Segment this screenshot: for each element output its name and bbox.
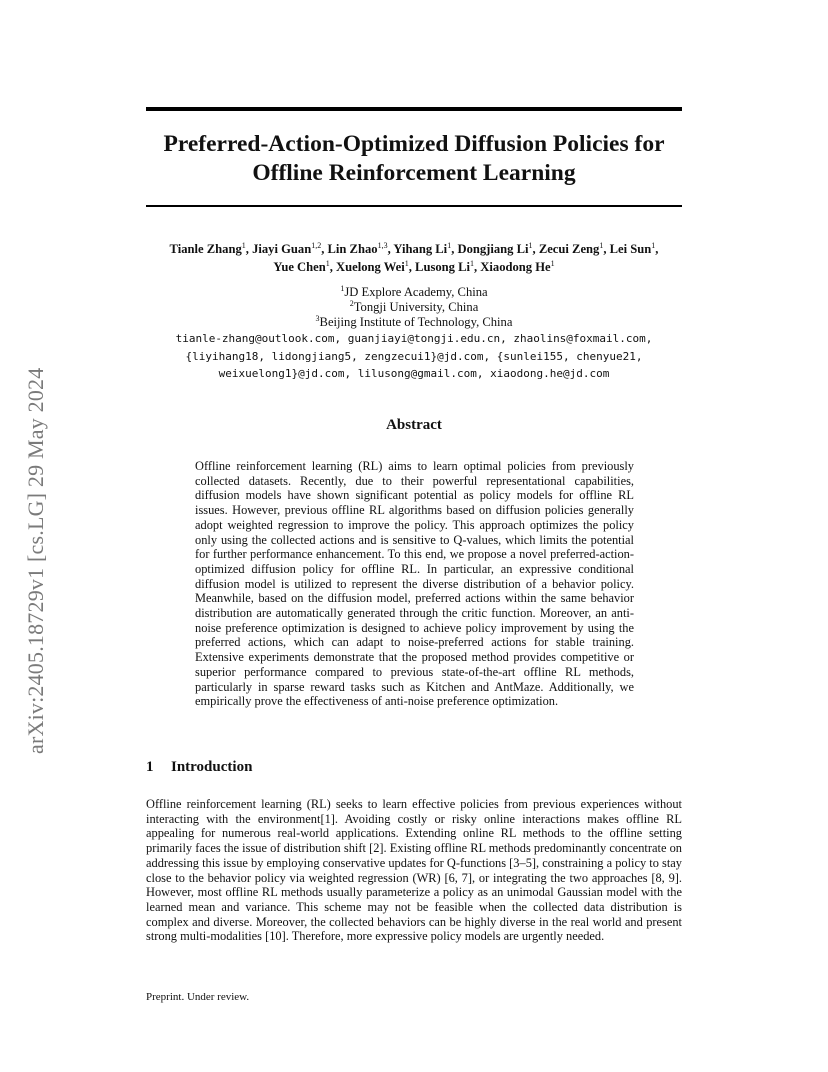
author-name: Lei Sun — [609, 242, 652, 256]
affiliation-name: Beijing Institute of Technology, China — [319, 314, 513, 329]
affiliation — [140, 315, 688, 330]
author-affil: 1,3 — [377, 240, 388, 250]
author-affil: 1 — [528, 240, 533, 250]
affiliation-name: JD Explore Academy, China — [344, 285, 488, 299]
abstract-text: Offline reinforcement learning (RL) aims to learn optimal policies from previously collected datasets. Recently, due to their powerful representational capabilities, diffusion models have shown significant potential as policy models for offline RL issues. However, previous offline RL algorithms based on diffusion policies generally adopt weighted regression to improve the policy. This approach optimizes the policy only using the collected actions and is sensitive to Q-values, which limits the potential for further performance enhancement. To this end, we propose a novel preferred-action-optimized diffusion policy for offline RL. In particular, an expressive conditional diffusion model is utilized to represent the diverse distribution of a behavior policy. Meanwhile, based on the diffusion model, preferred actions within the same behavior distribution are automatically generated through the critic function. Moreover, an anti-noise preference optimization is designed to achieve policy improvement by using the preferred actions, which can adapt to noise-preferred actions for stable training. Extensive experiments demonstrate that the proposed method provides competitive or superior performance compared to previous state-of-the-art offline RL methods, particularly in sparse reward tasks such as Kitchen and AntMaze. Additionally, we empirically prove the effectiveness of anti-noise preference optimization. — [195, 459, 634, 709]
author-affil: 1 — [550, 258, 555, 268]
author-name: Zecui Zeng — [538, 242, 600, 256]
author — [273, 260, 329, 274]
email-list — [140, 330, 688, 383]
paper-title — [140, 130, 688, 188]
author-name: Dongjiang Li — [457, 242, 529, 256]
email-line: weixuelong1}@jd.com, lilusong@gmail.com, xiaodong.he@jd.com — [218, 367, 610, 380]
title-line-1: Preferred-Action-Optimized Diffusion Policies for — [163, 131, 665, 157]
affiliation — [140, 285, 688, 300]
affiliation-name: Tongji University, China — [353, 299, 479, 314]
author — [610, 242, 656, 256]
author-name: Jiayi Guan — [252, 242, 312, 256]
title-line-2: Offline Reinforcement Learning — [252, 160, 576, 186]
author-name: Yue Chen — [273, 260, 326, 274]
section-title: Introduction — [171, 759, 253, 775]
email-line: {liyihang18, lidongjiang5, zengzecui1}@jd.com, {sunlei155, chenyue21, — [185, 349, 643, 363]
author-affil: 1 — [325, 258, 330, 268]
author-affil: 1 — [447, 240, 452, 250]
abstract-heading: Abstract — [386, 417, 442, 433]
author-name: Tianle Zhang — [169, 242, 242, 256]
affiliation — [140, 300, 688, 315]
author — [539, 242, 604, 256]
affiliation-number: 2 — [349, 298, 354, 308]
author — [457, 242, 532, 256]
author-affil: 1 — [599, 240, 604, 250]
introduction-text: Offline reinforcement learning (RL) seeks to learn effective policies from previous experiences without interacting with the environment[1]. Avoiding costly or risky online interactions makes offline RL appealing for numerous real-world applications. Extending online RL methods to the offline setting primarily faces the issue of distribution shift [2]. Existing offline RL methods predominantly concentrate on addressing this issue by employing conservative updates for Q-functions [3–5], constraining a policy to stay close to the behavior policy via weighted regression (WR) [6, 7], or integrating the two approaches [8, 9]. However, most offline RL methods usually parameterize a policy as an unimodal Gaussian model with the learned mean and variance. This scheme may not be feasible when the collected data distribution is complex and diverse. Moreover, the collected behaviors can be highly diverse in the real world and present strong multi-modalities [10]. Therefore, more expressive policy models are urgently needed. — [146, 797, 682, 944]
affiliation-number: 1 — [340, 283, 345, 293]
author — [415, 260, 474, 274]
author — [252, 242, 321, 256]
author-list: Tianle Zhang$^1$, Jiayi Guan$^{1,2}$, Lin Zhao$^{1,3}$, Yihang Li$^1$, Dongjiang Li$^1$, Zecui Zeng$^1$, Lei Sun$^1$, Yue Chen$^1$, Xuelong Wei$^1$, Lusong Li$^1$, Xiaodong He$^1$ — [169, 240, 659, 274]
author-affil: 1,2 — [311, 240, 322, 250]
author-affil: 1 — [404, 258, 409, 268]
author-name: Xuelong Wei — [336, 260, 405, 274]
section-heading — [146, 759, 252, 776]
top-rule — [146, 107, 682, 111]
footer-note: Preprint. Under review. — [146, 991, 250, 1003]
author — [480, 260, 554, 274]
author-name: Lin Zhao — [327, 242, 378, 256]
author-affil: 1 — [470, 258, 474, 268]
author-affil: 1 — [651, 240, 656, 250]
author — [336, 260, 409, 274]
author — [170, 242, 246, 256]
author-name: Yihang Li — [393, 242, 448, 256]
author — [328, 242, 388, 256]
affiliation-list — [140, 285, 688, 329]
arxiv-stamp: arXiv:2405.18729v1 [cs.LG] 29 May 2024 — [23, 367, 48, 754]
affiliation-number: 3 — [315, 313, 320, 323]
author-affil: 1 — [241, 240, 246, 250]
author-name: Xiaodong He — [480, 260, 551, 274]
title-rule — [146, 205, 682, 207]
section-number: 1 — [146, 759, 154, 775]
author-name: Lusong Li — [415, 260, 470, 274]
email-line: tianle-zhang@outlook.com, guanjiayi@tongji.edu.cn, zhaolins@foxmail.com, — [175, 332, 653, 345]
author — [393, 242, 451, 256]
